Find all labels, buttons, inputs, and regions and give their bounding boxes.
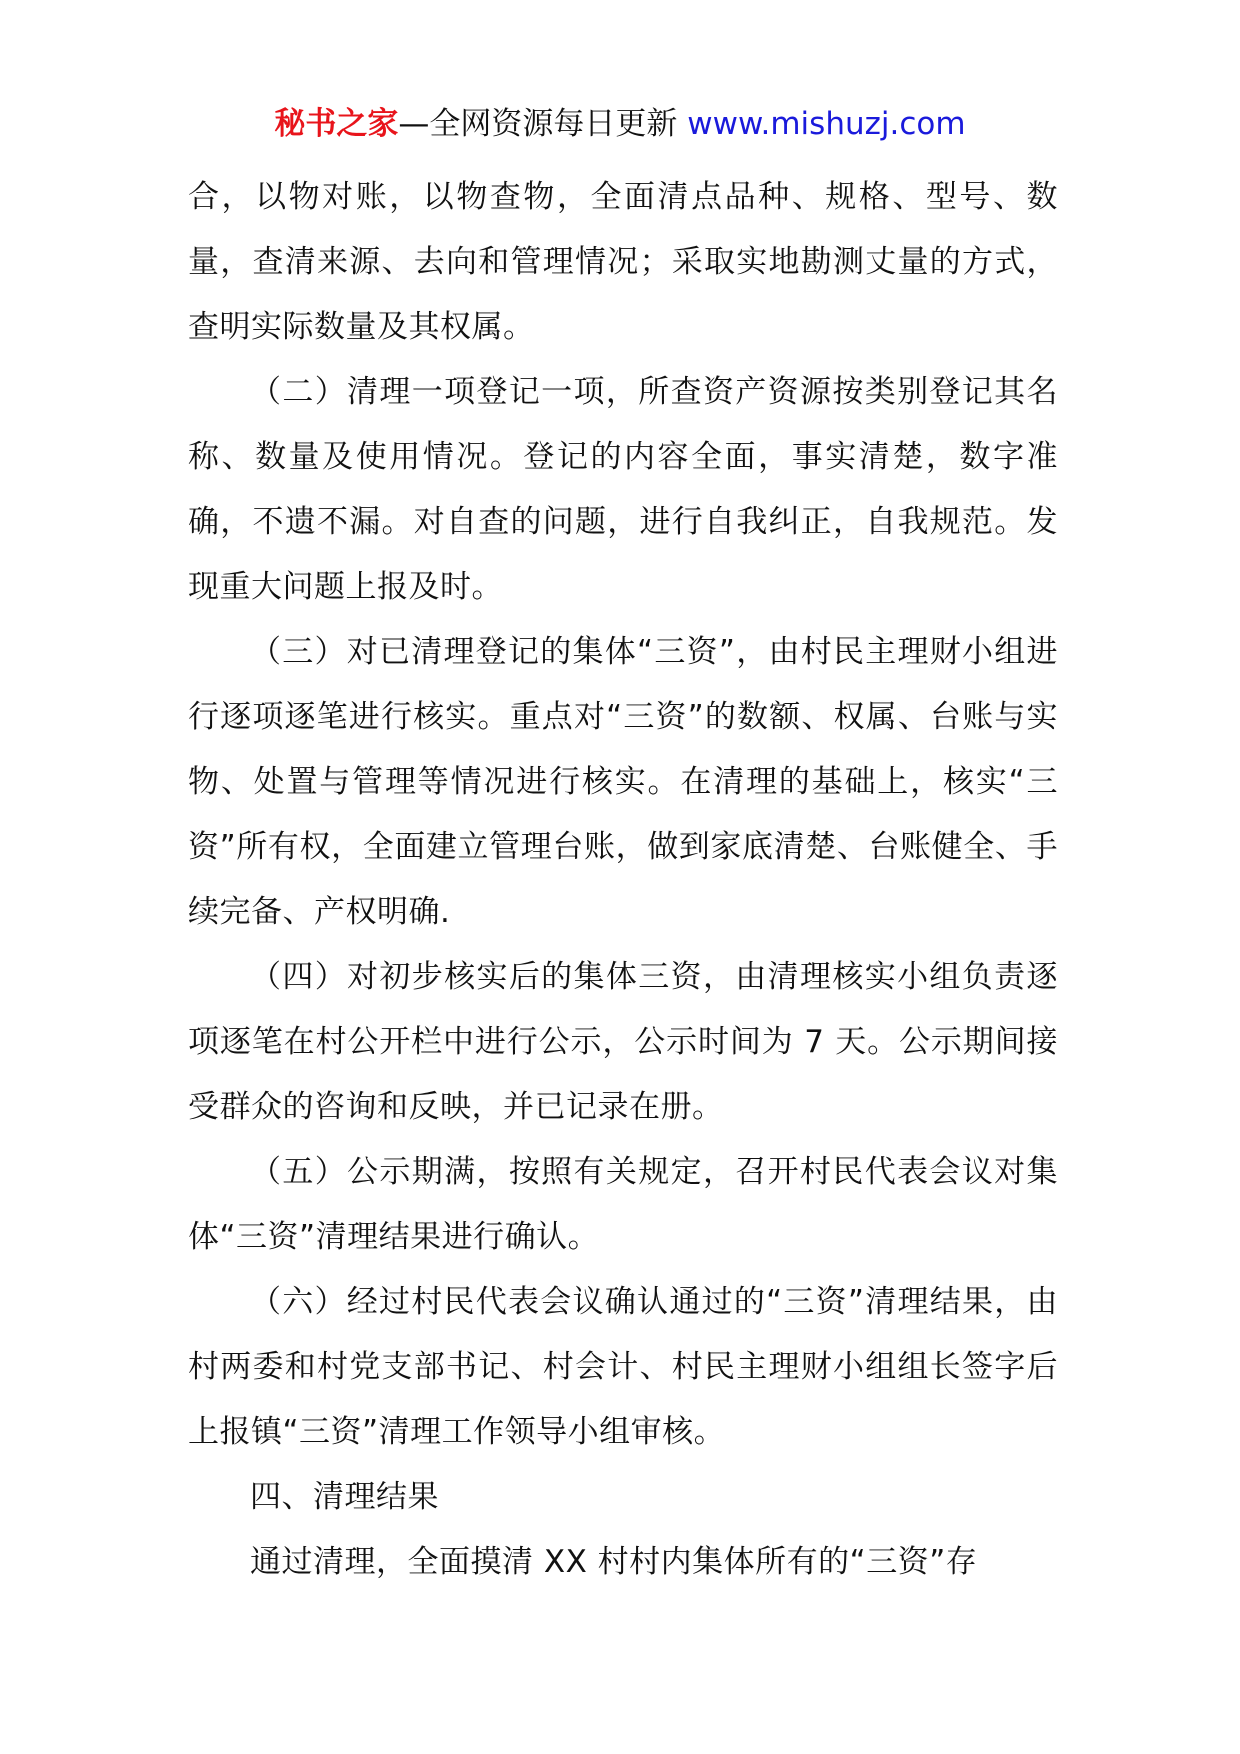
site-url-link[interactable]: www.mishuzj.com — [687, 106, 966, 142]
brand-name: 秘书之家 — [274, 106, 399, 142]
site-header — [0, 104, 1240, 144]
paragraph-section-2: （二）清理一项登记一项，所查资产资源按类别登记其名称、数量及使用情况。登记的内容全面，事实清楚，数字准确，不遗不漏。对自查的问题，进行自我纠正，自我规范。发现重大问题上报及时。 — [188, 374, 1058, 605]
paragraph-section-5: （五）公示期满，按照有关规定，召开村民代表会议对集体“三资”清理结果进行确认。 — [188, 1154, 1058, 1255]
document-body — [188, 165, 1058, 1595]
section-heading-results: 四、清理结果 — [250, 1479, 439, 1515]
paragraph-section-6: （六）经过村民代表会议确认通过的“三资”清理结果，由村两委和村党支部书记、村会计、村民主理财小组组长签字后上报镇“三资”清理工作领导小组审核。 — [188, 1284, 1058, 1450]
header-tagline: —全网资源每日更新 — [398, 106, 678, 142]
paragraph-section-3: （三）对已清理登记的集体“三资”，由村民主理财小组进行逐项逐笔进行核实。重点对“三资”的数额、权属、台账与实物、处置与管理等情况进行核实。在清理的基础上，核实“三资”所有权，全面建立管理台账，做到家底清楚、台账健全、手续完备、产权明确. — [188, 634, 1058, 930]
paragraph-continued: 合，以物对账，以物查物，全面清点品种、规格、型号、数量，查清来源、去向和管理情况；采取实地勘测丈量的方式，查明实际数量及其权属。 — [188, 179, 1058, 345]
paragraph-section-4: （四）对初步核实后的集体三资，由清理核实小组负责逐项逐笔在村公开栏中进行公示，公示时间为 7 天。公示期间接受群众的咨询和反映，并已记录在册。 — [188, 959, 1058, 1125]
paragraph-results: 通过清理，全面摸清 XX 村村内集体所有的“三资”存 — [250, 1544, 978, 1580]
